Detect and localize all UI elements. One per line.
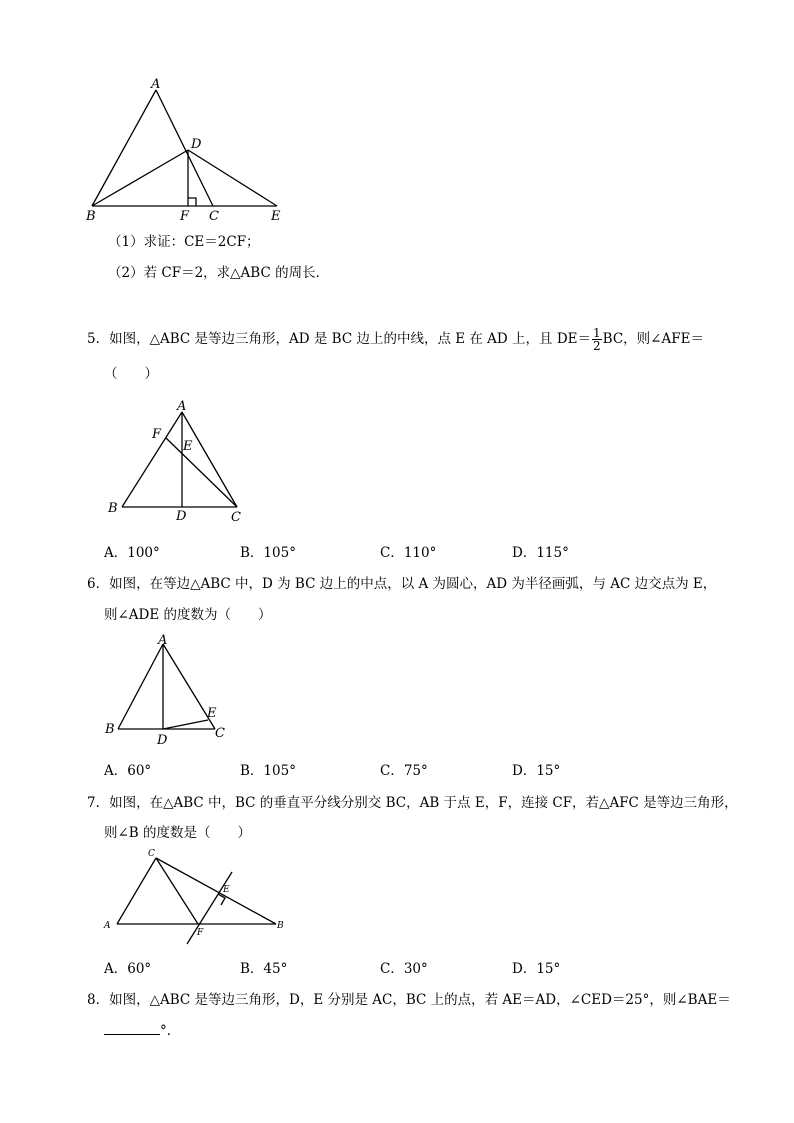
q6-question-line-1: 6．如图，在等边△ABC 中，D 为 BC 边上的中点，以 A 为圆心，AD 为半径画弧，与 AC 边交点为 E， xyxy=(87,576,717,592)
q8-answer-blank[interactable] xyxy=(104,1022,160,1035)
figure-q6-triangle xyxy=(100,632,240,747)
segment-ab xyxy=(92,90,156,206)
figure-q5-triangle xyxy=(100,396,260,526)
label-A: A xyxy=(177,399,187,414)
q5-answer-paren: （ ） xyxy=(104,366,158,382)
segment-ca xyxy=(117,858,156,924)
label-C: C xyxy=(215,726,225,741)
label-F: F xyxy=(152,427,162,442)
q6-question-line-2: 则∠ADE 的度数为（ ） xyxy=(104,607,272,623)
label-F: F xyxy=(197,928,204,938)
label-C: C xyxy=(209,209,219,224)
q7-question-line-1: 7．如图，在△ABC 中，BC 的垂直平分线分别交 BC，AB 于点 E，F，连接 CF，若△AFC 是等边三角形， xyxy=(87,795,738,811)
q7-option-a[interactable]: A．60° xyxy=(104,961,152,977)
q5-fraction xyxy=(592,327,602,352)
segment-cb xyxy=(156,858,276,924)
figure-q4-triangle xyxy=(80,75,300,225)
label-E: E xyxy=(207,706,217,721)
label-E: E xyxy=(223,885,230,895)
label-E: E xyxy=(271,209,281,224)
label-A: A xyxy=(104,921,111,931)
q4-subquestion-1: （1）求证：CE＝2CF； xyxy=(108,234,260,250)
q5-text-after: BC，则∠AFE＝ xyxy=(602,331,704,347)
segment-de xyxy=(188,150,277,206)
segment-fc xyxy=(166,438,237,507)
q7-question-line-2: 则∠B 的度数是（ ） xyxy=(104,825,252,841)
q8-line-2-suffix: °． xyxy=(160,1023,181,1039)
label-B: B xyxy=(277,921,284,931)
q5-fraction-numerator: 1 xyxy=(593,326,601,340)
label-C: C xyxy=(148,849,155,859)
q6-option-c[interactable]: C．75° xyxy=(380,763,428,779)
label-B: B xyxy=(105,722,115,737)
segment-cf xyxy=(156,858,198,924)
perpendicular-bisector xyxy=(187,872,232,944)
segment-ac xyxy=(182,412,237,507)
segment-bd xyxy=(92,150,188,206)
segment-ab xyxy=(118,644,163,729)
q5-option-c[interactable]: C．110° xyxy=(380,545,437,561)
q7-option-c[interactable]: C．30° xyxy=(380,961,428,977)
label-A: A xyxy=(158,633,168,648)
q5-option-b[interactable]: B．105° xyxy=(240,545,296,561)
q5-fraction-denominator: 2 xyxy=(593,339,601,353)
label-B: B xyxy=(86,209,96,224)
right-angle-mark xyxy=(188,198,196,206)
label-D: D xyxy=(191,137,202,152)
q6-option-b[interactable]: B．105° xyxy=(240,763,296,779)
q5-option-a[interactable]: A．100° xyxy=(104,545,160,561)
figure-q7-triangle xyxy=(100,842,300,952)
q6-option-d[interactable]: D．15° xyxy=(512,763,561,779)
label-E: E xyxy=(183,439,193,454)
q4-subquestion-2: （2）若 CF＝2，求△ABC 的周长． xyxy=(108,265,330,281)
q5-question-text xyxy=(87,327,704,352)
label-C: C xyxy=(231,510,241,525)
segment-ac xyxy=(156,90,213,206)
label-F: F xyxy=(180,209,190,224)
segment-de xyxy=(163,720,208,729)
label-D: D xyxy=(157,733,168,748)
q8-question-line-1: 8．如图，△ABC 是等边三角形，D，E 分别是 AC，BC 上的点，若 AE＝AD，∠CED＝25°，则∠BAE＝ xyxy=(87,992,731,1008)
label-A: A xyxy=(151,77,161,92)
label-B: B xyxy=(108,501,118,516)
q7-option-d[interactable]: D．15° xyxy=(512,961,561,977)
q5-option-d[interactable]: D．115° xyxy=(512,545,569,561)
q7-option-b[interactable]: B．45° xyxy=(240,961,288,977)
label-D: D xyxy=(176,509,187,524)
q6-option-a[interactable]: A．60° xyxy=(104,763,152,779)
q8-question-line-2 xyxy=(104,1019,180,1039)
q5-text-before: 5．如图，△ABC 是等边三角形，AD 是 BC 边上的中线，点 E 在 AD 上，且 DE＝ xyxy=(87,331,592,347)
